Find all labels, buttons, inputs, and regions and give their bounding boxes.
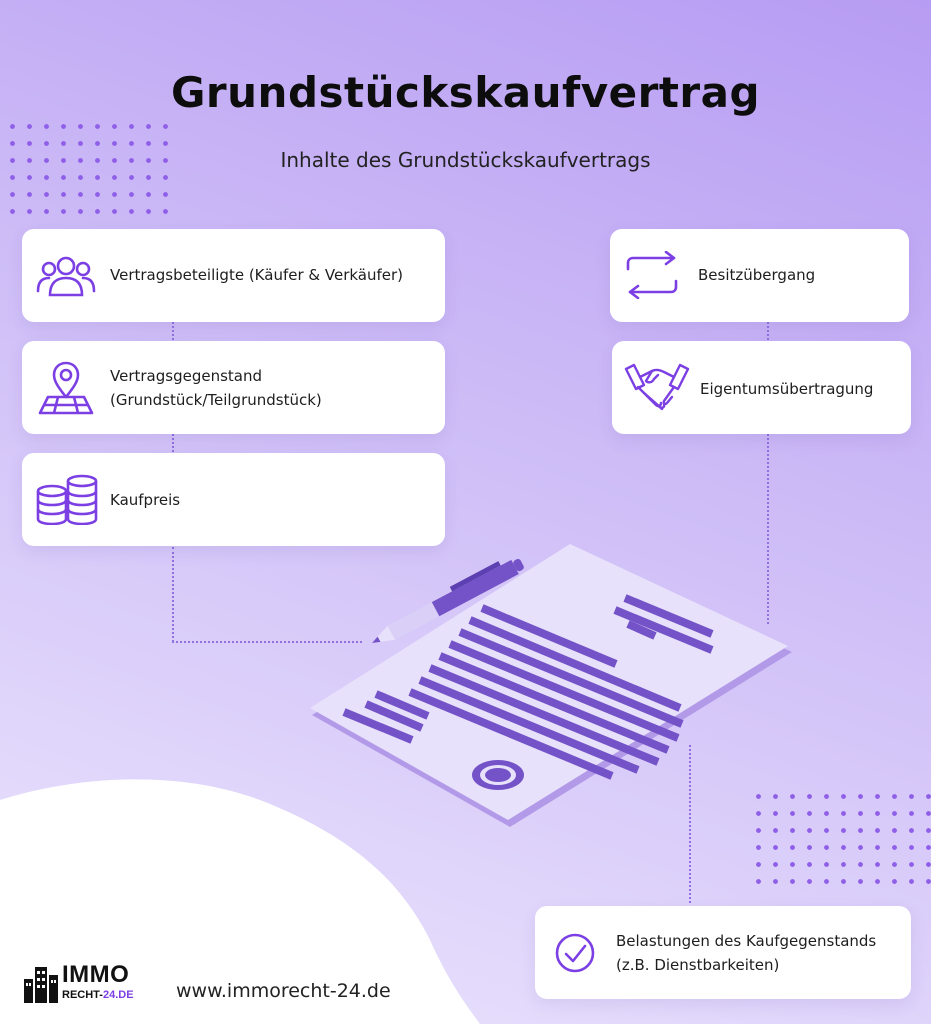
contract-document-illustration [300,540,800,840]
page-title: Grundstückskaufvertrag [170,68,761,117]
connector-left-1 [172,322,174,340]
card-label: Eigentumsübertragung [700,380,874,398]
card-possession-transfer [610,229,909,322]
card-label-line-2: (Grundstück/Teilgrundstück) [110,391,322,409]
card-label: Besitzübergang [698,266,816,284]
logo-text-bottom-prefix: RECHT- [62,989,103,1001]
exchange-arrows-icon [624,251,680,299]
card-label: Vertragsbeteiligte (Käufer & Verkäufer) [110,266,404,284]
connector-left-3 [172,547,174,642]
map-pin-icon [38,361,94,415]
logo-text-bottom-accent: 24.DE [102,989,134,1001]
card-contract-object [22,341,445,434]
card-label-line-1: Belastungen des Kaufgegenstands [616,932,877,950]
page-subtitle: Inhalte des Grundstückskaufvertrags [280,148,651,172]
footer-website-url: www.immorecht-24.de [176,980,391,1002]
handshake-icon [624,363,690,411]
people-group-icon [36,253,96,299]
connector-left-2 [172,434,174,452]
card-label [616,929,876,977]
card-encumbrances [535,906,911,999]
connector-right-1 [767,322,769,340]
card-ownership-transfer [612,341,911,434]
logo-text-bottom [62,989,134,1001]
buildings-icon [22,963,60,1003]
check-circle-icon [555,933,595,973]
card-label-line-1: Vertragsgegenstand [110,367,262,385]
card-label-line-2: (z.B. Dienstbarkeiten) [616,956,780,974]
card-label: Kaufpreis [110,491,181,509]
card-purchase-price [22,453,445,546]
coins-icon [34,473,102,525]
logo-text-top: IMMO [62,961,130,988]
brand-logo [22,961,162,1005]
card-contract-parties [22,229,445,322]
card-label [110,364,322,412]
